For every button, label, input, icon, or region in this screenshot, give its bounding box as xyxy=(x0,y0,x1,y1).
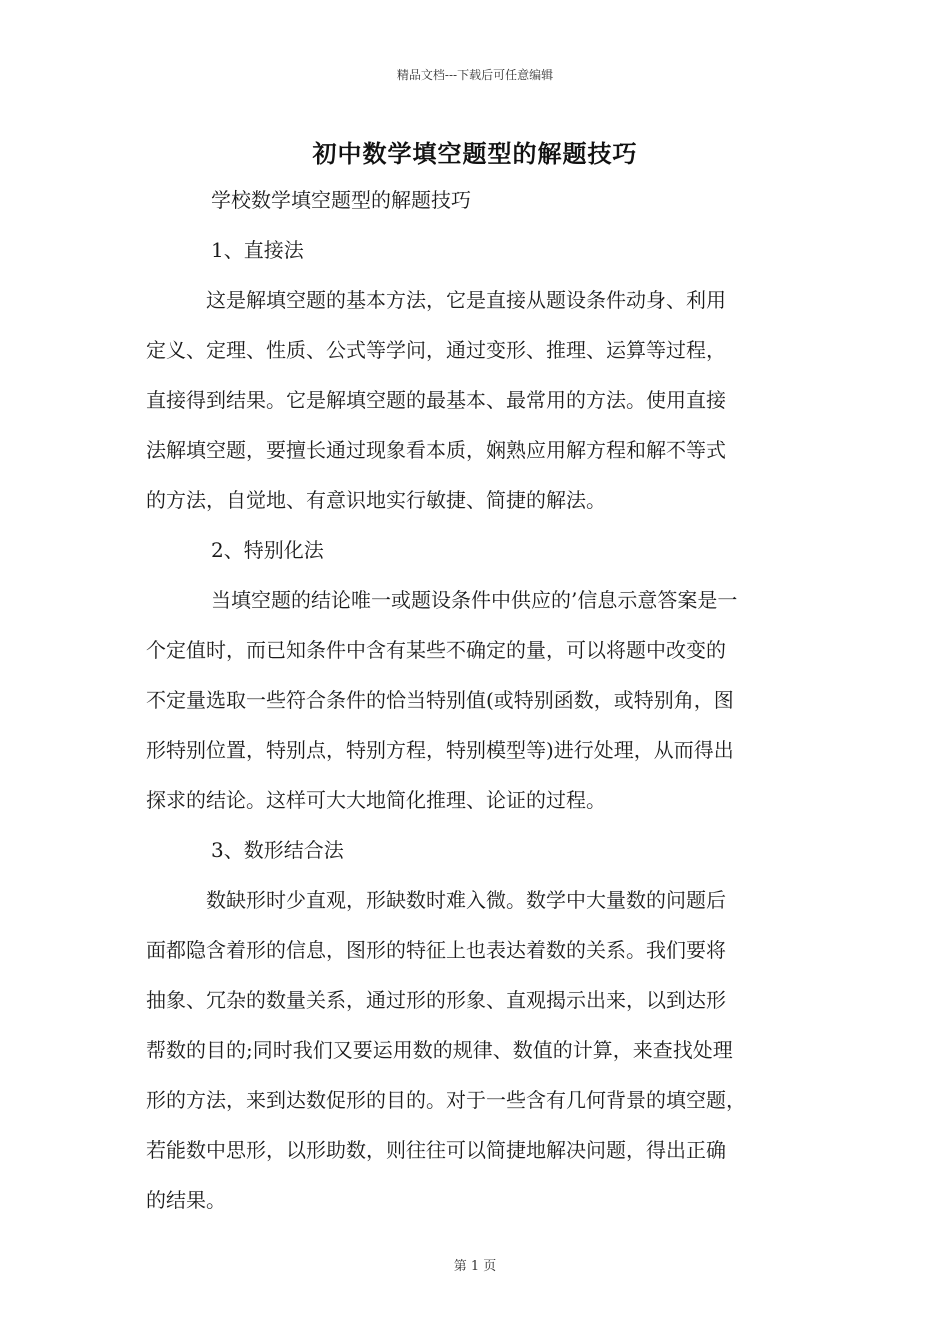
body-line: 学校数学填空题型的解题技巧 xyxy=(211,188,471,212)
body-line: 若能数中思形，以形助数，则往往可以简捷地解决问题，得出正确 xyxy=(146,1138,726,1162)
document-title: 初中数学填空题型的解题技巧 xyxy=(312,139,638,168)
body-line: 帮数的目的;同时我们又要运用数的规律、数值的计算，来查找处理 xyxy=(146,1038,733,1062)
page-number: 第 1 页 xyxy=(453,1259,497,1274)
body-line: 直接得到结果。它是解填空题的最基本、最常用的方法。使用直接 xyxy=(146,388,726,412)
body-line: 面都隐含着形的信息，图形的特征上也表达着数的关系。我们要将 xyxy=(146,938,726,962)
section-heading: 1、直接法 xyxy=(211,238,304,262)
body-line: 当填空题的结论唯一或题设条件中供应的’信息示意答案是一 xyxy=(211,588,738,612)
body-line: 定义、定理、性质、公式等学问，通过变形、推理、运算等过程， xyxy=(146,338,726,362)
body-line: 探求的结论。这样可大大地简化推理、论证的过程。 xyxy=(146,788,606,812)
page-header: 精品文档---下载后可任意编辑 xyxy=(396,68,554,82)
body-line: 抽象、冗杂的数量关系，通过形的形象、直观揭示出来，以到达形 xyxy=(146,988,726,1012)
section-heading: 3、数形结合法 xyxy=(211,838,344,862)
body-line: 的方法，自觉地、有意识地实行敏捷、简捷的解法。 xyxy=(146,488,606,512)
body-line: 形特别位置，特别点，特别方程，特别模型等)进行处理，从而得出 xyxy=(146,738,734,762)
body-line: 法解填空题，要擅长通过现象看本质，娴熟应用解方程和解不等式 xyxy=(146,438,726,462)
body-line: 个定值时，而已知条件中含有某些不确定的量，可以将题中改变的 xyxy=(146,638,726,662)
body-line: 的结果。 xyxy=(146,1188,226,1212)
body-line: 不定量选取一些符合条件的恰当特别值(或特别函数，或特别角，图 xyxy=(146,688,734,712)
body-line: 形的方法，来到达数促形的目的。对于一些含有几何背景的填空题， xyxy=(146,1088,746,1112)
body-line: 数缺形时少直观，形缺数时难入微。数学中大量数的问题后 xyxy=(206,888,726,912)
body-line: 这是解填空题的基本方法，它是直接从题设条件动身、利用 xyxy=(206,288,726,312)
section-heading: 2、特别化法 xyxy=(211,538,324,562)
